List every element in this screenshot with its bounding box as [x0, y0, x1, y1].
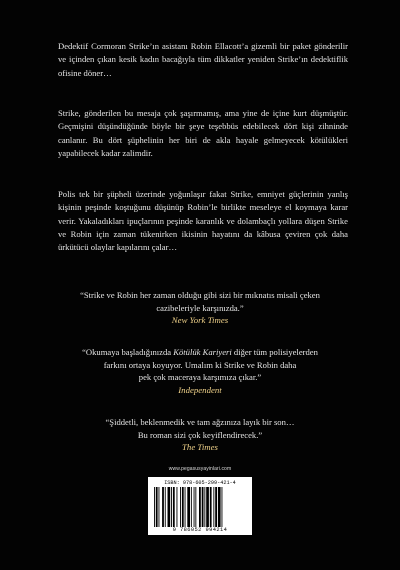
back-matter	[148, 466, 252, 535]
isbn-label: ISBN: 978-605-299-421-4	[164, 480, 236, 486]
blurb-paragraph-3: Polis tek bir şüpheli üzerinde yoğunlaşır fakat Strike, emniyet güçlerinin yanlış kişinin peşinde koştuğunu düşünüp Robin’le birlikte meseleye el koymaya karar verir. Yakaladıkları ipuçlarının peşinde karanlık ve dolambaçlı yollara düşen Strike ve Robin için zaman tükenirken ikisinin hayatını da kâbusa çeviren çok daha ürkütücü olaylar kapılarını çalar…	[58, 189, 348, 253]
barcode-bar	[185, 487, 186, 527]
barcode-bar	[159, 487, 160, 527]
barcode-bar	[171, 487, 172, 527]
barcode-bar	[215, 487, 217, 527]
barcode-bar	[191, 487, 192, 527]
barcode-bar	[202, 487, 204, 527]
blurb-paragraph-1: Dedektif Cormoran Strike’ın asistanı Robin Ellacott’a gizemli bir paket gönderilir ve içinden çıkan kesik kadın bacağıyla tüm dikkatler yeniden Strike’ın dedektiflik ofisine döner…	[58, 41, 348, 78]
barcode-bar	[180, 487, 181, 527]
quote-text: “Şiddetli, beklenmedik ve tam ağzınıza layık bir son…	[105, 417, 295, 427]
barcode-bar	[204, 487, 205, 527]
barcode	[152, 487, 248, 527]
barcode-bar	[165, 487, 166, 527]
publisher-website: www.pegasusyayinlari.com	[168, 466, 232, 472]
barcode-bar	[218, 487, 221, 527]
barcode-bar	[194, 487, 195, 527]
review-quote-1	[40, 289, 360, 327]
quote-text: pek çok maceraya karşımıza çıkar.”	[138, 372, 262, 382]
barcode-bar	[177, 487, 178, 527]
book-title-italic: Kötülük Kariyeri	[173, 347, 232, 357]
quote-text: “Strike ve Robin her zaman olduğu gibi sizi bir mıknatıs misali çeken	[80, 290, 320, 300]
barcode-bar	[162, 487, 164, 527]
review-quote-2	[40, 346, 360, 396]
quote-text: farkını ortaya koyuyor. Umalım ki Strike ve Robin daha	[103, 359, 297, 370]
barcode-bar	[156, 487, 158, 527]
review-quote-3	[40, 416, 360, 454]
barcode-box	[148, 477, 252, 535]
quote-text: Bu roman sizi çok keyiflendirecek.”	[137, 429, 263, 440]
barcode-bar	[222, 487, 223, 527]
barcode-digits: 9 786052 994214	[172, 527, 228, 533]
quote-source: The Times	[182, 442, 218, 452]
barcode-bar	[195, 487, 196, 527]
barcode-bar	[206, 487, 209, 527]
quote-text: diğer tüm polisiyelerden	[231, 347, 318, 357]
barcode-bar	[210, 487, 212, 527]
barcode-bar	[154, 487, 155, 527]
barcode-bar	[213, 487, 214, 527]
quote-text: “Okumaya başladığınızda	[82, 347, 174, 357]
blurb-paragraph-2: Strike, gönderilen bu mesaja çok şaşırmamış, ama yine de içine kurt düşmüştür. Geçmişini düşündüğünde böyle bir şeye teşebbüs edebilecek dört kişi zihninde canlanır. Bu dört şüphelinin her biri de akla hayale gelmeyecek kötülükleri yapabilecek kadar zalimdir.	[58, 108, 348, 158]
quote-text: cazibeleriyle karşınızda.”	[156, 302, 244, 313]
barcode-bar	[182, 487, 184, 527]
barcode-bar	[187, 487, 190, 527]
barcode-bar	[168, 487, 171, 527]
quote-source: New York Times	[171, 315, 229, 325]
barcode-bar	[173, 487, 175, 527]
barcode-bar	[199, 487, 201, 527]
quote-source: Independent	[178, 384, 222, 395]
